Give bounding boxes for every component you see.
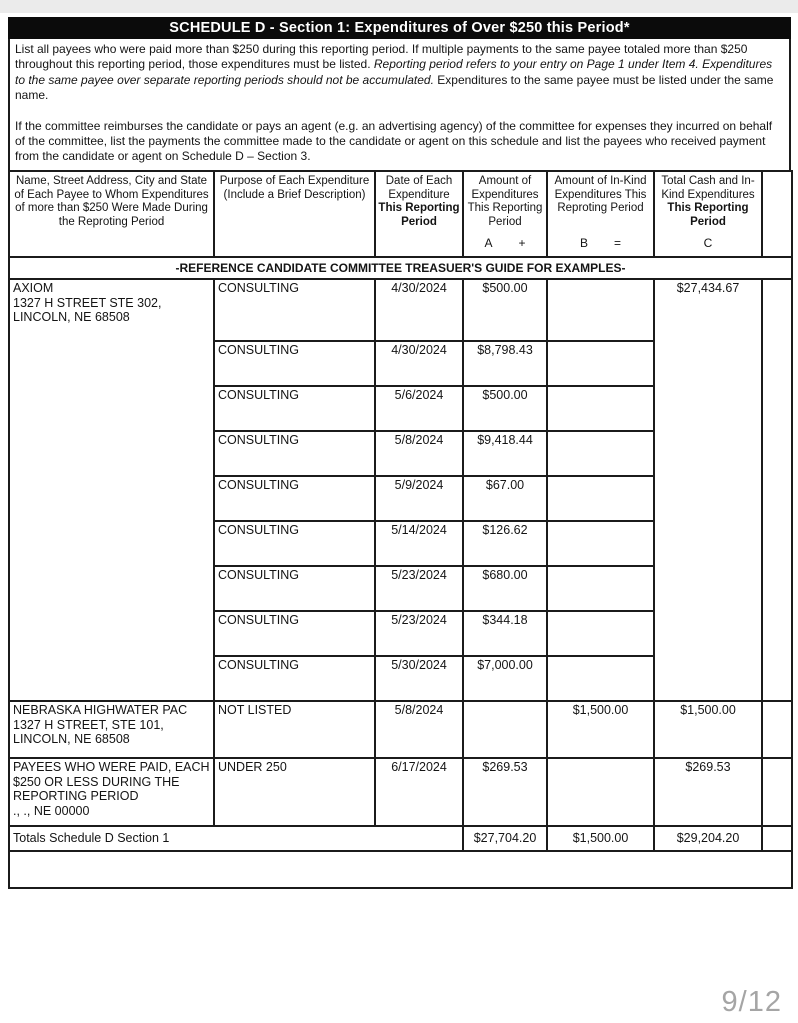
amount-cell: $126.62 [463, 521, 547, 566]
date-cell: 5/23/2024 [375, 566, 463, 611]
gutter-cell [762, 826, 792, 851]
amount-cell: $67.00 [463, 476, 547, 521]
purpose-cell: CONSULTING [214, 279, 375, 341]
date-cell: 5/6/2024 [375, 386, 463, 431]
inkind-cell [547, 431, 654, 476]
totals-row [9, 826, 792, 851]
inkind-cell [547, 521, 654, 566]
column-letter-a: A [484, 236, 493, 251]
totals-label: Totals Schedule D Section 1 [9, 826, 463, 851]
col-header-total-bold: This Reporting Period [667, 202, 749, 228]
inkind-cell [547, 476, 654, 521]
amount-cell: $269.53 [463, 758, 547, 826]
column-letter-c: C [703, 236, 713, 251]
reference-note-row [9, 257, 792, 279]
date-cell: 5/9/2024 [375, 476, 463, 521]
total-cell: $269.53 [654, 758, 762, 826]
inkind-cell [547, 386, 654, 431]
purpose-cell: CONSULTING [214, 656, 375, 701]
purpose-cell: CONSULTING [214, 431, 375, 476]
total-cell: $1,500.00 [654, 701, 762, 758]
col-header-amount-text: Amount of Expenditures This Reporting Period [467, 175, 543, 228]
date-cell: 5/8/2024 [375, 431, 463, 476]
purpose-cell: CONSULTING [214, 341, 375, 386]
empty-bottom-row [9, 851, 792, 888]
purpose-cell: CONSULTING [214, 611, 375, 656]
inkind-cell [547, 566, 654, 611]
col-header-total [654, 171, 762, 257]
col-header-payee: Name, Street Address, City and State of Each Payee to Whom Expenditures of more than $250 Were Made During the Reproting Period [9, 171, 214, 257]
total-cell: $27,434.67 [654, 279, 762, 701]
equals-symbol: = [614, 236, 622, 251]
date-cell: 5/8/2024 [375, 701, 463, 758]
inkind-cell [547, 611, 654, 656]
table-row [9, 758, 792, 826]
instructions-block [8, 39, 791, 170]
inkind-cell: $1,500.00 [547, 701, 654, 758]
col-header-inkind-letters [548, 237, 653, 251]
empty-cell [9, 851, 792, 888]
date-cell: 4/30/2024 [375, 279, 463, 341]
gutter-cell [762, 758, 792, 826]
col-header-inkind-text: Amount of In-Kind Expenditures This Reproting Period [554, 175, 647, 215]
page-indicator: 9/12 [721, 986, 782, 1018]
inkind-cell [547, 279, 654, 341]
inkind-cell [547, 758, 654, 826]
instructions-paragraph-1 [15, 42, 782, 104]
inkind-cell [547, 656, 654, 701]
col-header-date [375, 171, 463, 257]
amount-cell: $500.00 [463, 386, 547, 431]
purpose-cell: CONSULTING [214, 521, 375, 566]
col-header-amount [463, 171, 547, 257]
date-cell: 4/30/2024 [375, 341, 463, 386]
col-header-amount-letters [464, 237, 546, 251]
date-cell: 5/23/2024 [375, 611, 463, 656]
purpose-cell: CONSULTING [214, 566, 375, 611]
schedule-d-form-page [8, 17, 791, 889]
purpose-cell: CONSULTING [214, 476, 375, 521]
amount-cell: $500.00 [463, 279, 547, 341]
reference-note: -REFERENCE CANDIDATE COMMITTEE TREASUER'S GUIDE FOR EXAMPLES- [9, 257, 792, 279]
col-header-total-text: Total Cash and In-Kind Expenditures [661, 175, 755, 201]
form-title: SCHEDULE D - Section 1: Expenditures of Over $250 this Period* [8, 17, 791, 39]
amount-cell: $8,798.43 [463, 341, 547, 386]
instructions-paragraph-2: If the committee reimburses the candidate or pays an agent (e.g. an advertising agency) of the committee for expenses they incurred on behalf of the committee, list the payments the committee made to the candidate or agent on this schedule and list the payees who received payment from the candidate or agent on Schedule D – Section 3. [15, 118, 773, 164]
gutter-cell [762, 701, 792, 758]
instructions-p1-normal-1: List all payees who were paid more than $250 during this reporting period. If multiple payments to the same payee totaled more than $250 throughout this reporting period, those expenditures must be listed. [15, 42, 748, 72]
payee-name: PAYEES WHO WERE PAID, EACH $250 OR LESS DURING THE REPORTING PERIOD [13, 760, 210, 803]
amount-cell: $7,000.00 [463, 656, 547, 701]
table-row [9, 701, 792, 758]
payee-cell [9, 758, 214, 826]
payee-name: NEBRASKA HIGHWATER PAC [13, 703, 188, 717]
table-header-row [9, 171, 792, 257]
col-header-total-letters [655, 237, 761, 251]
inkind-cell [547, 341, 654, 386]
totals-inkind-cell: $1,500.00 [547, 826, 654, 851]
payee-address: ., ., NE 00000 [13, 803, 90, 818]
amount-cell: $9,418.44 [463, 431, 547, 476]
payee-address: 1327 H STREET, STE 101, LINCOLN, NE 68508 [13, 717, 164, 746]
purpose-cell: UNDER 250 [214, 758, 375, 826]
payee-cell [9, 701, 214, 758]
instructions-p1-normal-2: Expenditures to the same payee must be listed under the same name. [15, 72, 774, 103]
payee-address: 1327 H STREET STE 302, LINCOLN, NE 68508 [13, 295, 162, 324]
gutter-header-cell [762, 171, 792, 257]
table-row [9, 279, 792, 341]
purpose-cell: NOT LISTED [214, 701, 375, 758]
amount-cell: $680.00 [463, 566, 547, 611]
col-header-inkind [547, 171, 654, 257]
plus-symbol: + [518, 236, 526, 251]
purpose-cell: CONSULTING [214, 386, 375, 431]
gutter-cell [762, 279, 792, 701]
amount-cell: $344.18 [463, 611, 547, 656]
top-margin-strip [0, 0, 798, 13]
payee-cell [9, 279, 214, 701]
expenditures-table [8, 170, 793, 889]
col-header-purpose: Purpose of Each Expenditure (Include a Brief Description) [214, 171, 375, 257]
instructions-p1-italic: Reporting period refers to your entry on Page 1 under Item 4. Expenditures to the same payee over separate reporting periods should not be accumulated. [15, 57, 773, 87]
amount-cell [463, 701, 547, 758]
col-header-date-text: Date of Each Expenditure [385, 175, 453, 201]
date-cell: 5/14/2024 [375, 521, 463, 566]
totals-amount-cell: $27,704.20 [463, 826, 547, 851]
date-cell: 5/30/2024 [375, 656, 463, 701]
payee-name: AXIOM [13, 281, 54, 295]
totals-total-cell: $29,204.20 [654, 826, 762, 851]
column-letter-b: B [579, 236, 588, 251]
date-cell: 6/17/2024 [375, 758, 463, 826]
col-header-date-bold: This Reporting Period [378, 202, 460, 228]
